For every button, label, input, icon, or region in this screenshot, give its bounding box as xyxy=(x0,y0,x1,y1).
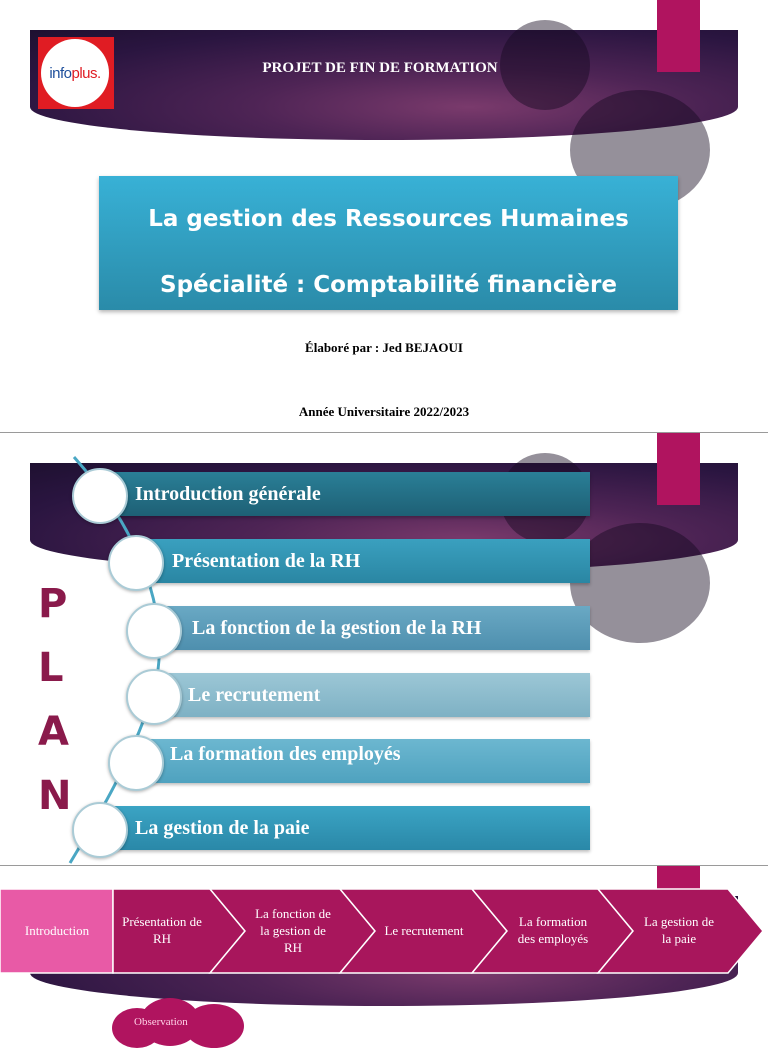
plan-letter-p: P xyxy=(38,581,68,627)
slide-title xyxy=(0,0,768,432)
nav-introduction[interactable]: Introduction xyxy=(24,922,90,938)
nav-fonction[interactable]: La fonction de la gestion de RH xyxy=(255,905,331,955)
plan-item-label: La gestion de la paie xyxy=(135,816,310,839)
year-line: Année Universitaire 2022/2023 xyxy=(298,404,470,419)
nav-paie[interactable]: La gestion de la paie xyxy=(643,914,715,946)
plan-item-label: Présentation de la RH xyxy=(172,549,361,572)
plan-item-label: La fonction de la gestion de la RH xyxy=(192,616,482,639)
plan-bullet xyxy=(72,468,128,524)
slide-plan xyxy=(0,433,768,865)
plan-letter-n: N xyxy=(38,773,72,819)
plan-item-presentation[interactable] xyxy=(140,539,590,583)
plan-item-label: La formation des employés xyxy=(170,743,401,765)
plan-bullet xyxy=(108,735,164,791)
plan-item-label: Le recrutement xyxy=(188,683,321,706)
nav-formation[interactable]: La formation des employés xyxy=(517,914,589,946)
nav-presentation[interactable]: Présentation de RH xyxy=(122,914,202,946)
title-box xyxy=(99,176,678,310)
specialty-title: Spécialité : Comptabilité financière xyxy=(160,272,617,298)
plan-letter-a: A xyxy=(38,709,69,755)
plan-item-label: Introduction générale xyxy=(135,482,321,505)
nav-recrutement[interactable]: Le recrutement xyxy=(384,922,464,938)
main-title: La gestion des Ressources Humaines xyxy=(148,206,629,232)
project-header: PROJET DE FIN DE FORMATION xyxy=(262,60,498,76)
observation-label: Observation xyxy=(134,1016,188,1028)
plan-bullet xyxy=(108,535,164,591)
author-line: Élaboré par : Jed BEJAOUI xyxy=(305,340,463,355)
plan-item-introduction[interactable] xyxy=(100,472,590,516)
decorative-tab xyxy=(657,433,700,505)
decorative-tab xyxy=(657,0,700,72)
infoplus-logo: infoplus. xyxy=(38,37,114,109)
plan-bullet xyxy=(126,669,182,725)
observation-cloud xyxy=(104,996,254,1036)
plan-item-formation[interactable] xyxy=(140,739,590,783)
plan-letter-l: L xyxy=(38,645,64,691)
plan-bullet xyxy=(72,802,128,858)
plan-item-recrutement[interactable] xyxy=(158,673,590,717)
plan-item-fonction[interactable] xyxy=(160,606,590,650)
plan-bullet xyxy=(126,603,182,659)
plan-item-paie[interactable] xyxy=(100,806,590,850)
header-banner xyxy=(30,30,738,140)
